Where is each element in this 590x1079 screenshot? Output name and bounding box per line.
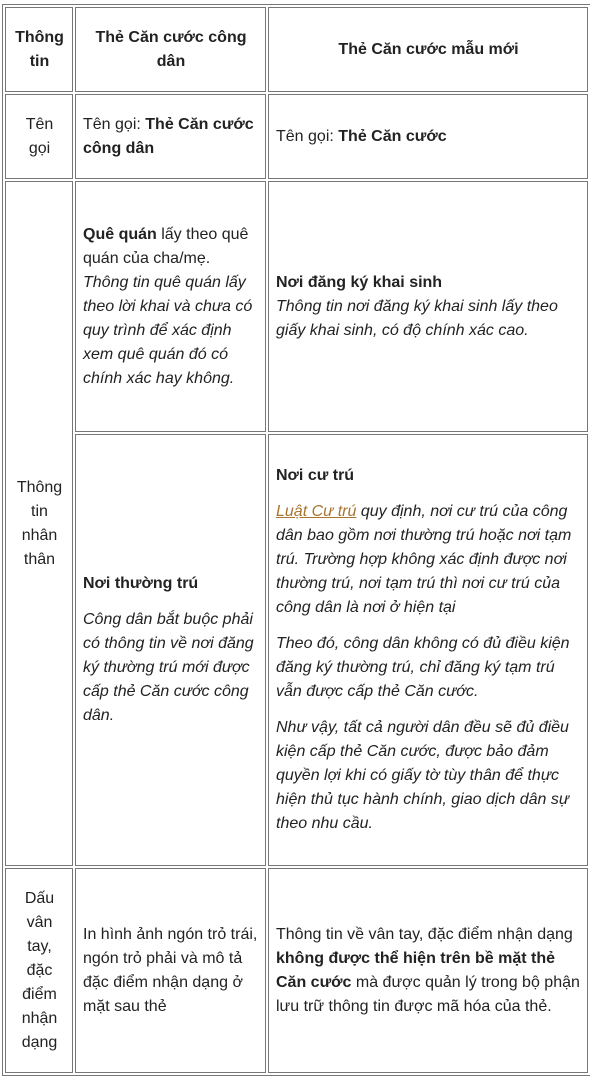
new-residence-p3: Như vậy, tất cả người dân đều sẽ đủ điều kiện cấp thẻ Căn cước, được bảo đảm quyền lợi khi có giấy tờ tùy thân để thực hiện thủ tục hành chính, giao dịch dân sự theo nhu cầu.: [276, 719, 570, 832]
new-fingerprint-cell: [268, 868, 588, 1073]
header-old-card: Thẻ Căn cước công dân: [75, 7, 266, 92]
old-name-cell: [75, 94, 266, 179]
new-residence-title: Nơi cư trú: [276, 467, 355, 484]
new-residence-p1: [276, 500, 581, 620]
residence-law-link[interactable]: Luật Cư trú: [276, 503, 357, 520]
old-residence-note: Công dân bắt buộc phải có thông tin về nơi đăng ký thường trú mới được cấp thẻ Căn cước công dân.: [83, 611, 254, 724]
row-residence: [5, 434, 588, 866]
old-hometown-cell: [75, 181, 266, 432]
old-hometown-text: lấy theo quê quán của cha/mẹ.: [83, 225, 249, 267]
row-hometown: [5, 181, 588, 432]
row-label-personal: Thông tin nhân thân: [5, 181, 73, 866]
new-hometown-cell: [268, 181, 588, 432]
row-label-fingerprint: Dấu vân tay, đặc điểm nhận dạng: [5, 868, 73, 1073]
comparison-table: [2, 4, 590, 1076]
header-info: Thông tin: [5, 7, 73, 92]
old-name-prefix: Tên gọi:: [83, 115, 146, 133]
old-hometown-title: Quê quán: [83, 225, 157, 243]
old-hometown-note: Thông tin quê quán lấy theo lời khai và chưa có quy trình để xác định xem quê quán đó có chính xác hay không.: [83, 273, 253, 387]
new-fingerprint-bold: không được thể hiện trên bề mặt thẻ Căn cước: [276, 949, 555, 991]
old-name-value: Thẻ Căn cước công dân: [83, 115, 254, 157]
new-residence-cell: [268, 434, 588, 866]
row-fingerprint: [5, 868, 588, 1073]
header-new-card: Thẻ Căn cước mẫu mới: [268, 7, 588, 92]
row-label-name: Tên gọi: [5, 94, 73, 179]
new-name-value: Thẻ Căn cước: [338, 127, 447, 145]
new-name-cell: [268, 94, 588, 179]
new-hometown-title: Nơi đăng ký khai sinh: [276, 273, 443, 291]
new-residence-p1-text: quy định, nơi cư trú của công dân bao gồm nơi thường trú hoặc nơi tạm trú. Trường hợp không xác định được nơi thường trú, nơi tạm trú thì nơi cư trú của công dân là nơi ở hiện tại: [276, 503, 572, 616]
old-residence-title: Nơi thường trú: [83, 575, 199, 592]
old-residence-cell: [75, 434, 266, 866]
new-fingerprint-text-1: Thông tin về vân tay, đặc điểm nhận dạng: [276, 925, 573, 943]
new-fingerprint-text-2: mà được quản lý trong bộ phận lưu trữ thông tin được mã hóa của thẻ.: [276, 973, 580, 1015]
new-name-prefix: Tên gọi:: [276, 127, 339, 145]
new-residence-p2: Theo đó, công dân không có đủ điều kiện đăng ký thường trú, chỉ đăng ký tạm trú vẫn được cấp thẻ Căn cước.: [276, 635, 570, 700]
old-fingerprint-cell: In hình ảnh ngón trỏ trái, ngón trỏ phải và mô tả đặc điểm nhận dạng ở mặt sau thẻ: [75, 868, 266, 1073]
row-name: [5, 94, 588, 179]
header-row: [5, 7, 588, 92]
new-hometown-note: Thông tin nơi đăng ký khai sinh lấy theo giấy khai sinh, có độ chính xác cao.: [276, 297, 558, 339]
